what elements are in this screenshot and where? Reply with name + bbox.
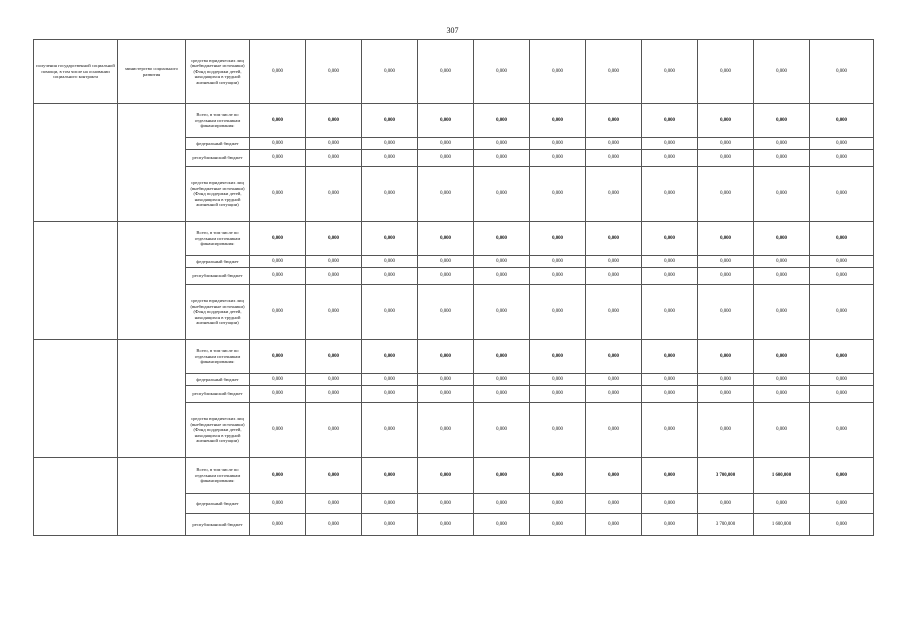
amount-cell: 0,000 <box>642 256 698 268</box>
amount-cell: 0,000 <box>642 386 698 403</box>
amount-cell: 0,000 <box>474 222 530 256</box>
amount-cell: 0,000 <box>474 167 530 222</box>
amount-cell: 0,000 <box>810 285 874 340</box>
amount-cell: 0,000 <box>698 386 754 403</box>
amount-cell: 0,000 <box>754 256 810 268</box>
amount-cell: 1 600,000 <box>754 458 810 494</box>
amount-cell: 0,000 <box>362 150 418 167</box>
amount-cell: 0,000 <box>642 40 698 104</box>
amount-cell: 0,000 <box>250 268 306 285</box>
amount-cell: 0,000 <box>418 150 474 167</box>
amount-cell: 0,000 <box>362 268 418 285</box>
amount-cell: 0,000 <box>586 167 642 222</box>
amount-cell: 0,000 <box>698 374 754 386</box>
amount-cell: 0,000 <box>810 268 874 285</box>
amount-cell: 0,000 <box>306 150 362 167</box>
amount-cell: 0,000 <box>642 514 698 536</box>
amount-cell: 0,000 <box>418 340 474 374</box>
amount-cell: 0,000 <box>810 222 874 256</box>
funding-source-cell: республиканский бюджет <box>186 150 250 167</box>
funding-source-cell: средства юридических лиц (внебюджетные источники) (Фонд поддержки детей, находящихся в трудной жизненной ситуации) <box>186 403 250 458</box>
amount-cell: 0,000 <box>250 458 306 494</box>
funding-source-cell: федеральный бюджет <box>186 138 250 150</box>
measure-cell: получения государственной социальной помощи, в том числе на основании социального контракта <box>34 40 118 104</box>
table-row <box>34 104 874 138</box>
amount-cell: 0,000 <box>306 514 362 536</box>
amount-cell: 0,000 <box>306 40 362 104</box>
amount-cell: 0,000 <box>362 514 418 536</box>
amount-cell: 0,000 <box>810 167 874 222</box>
amount-cell: 0,000 <box>810 458 874 494</box>
amount-cell: 0,000 <box>362 403 418 458</box>
amount-cell: 0,000 <box>474 386 530 403</box>
amount-cell: 0,000 <box>250 494 306 514</box>
funding-source-cell: Всего, в том числе по отдельным источникам финансирования: <box>186 222 250 256</box>
amount-cell: 0,000 <box>642 222 698 256</box>
amount-cell: 0,000 <box>306 285 362 340</box>
amount-cell: 0,000 <box>474 403 530 458</box>
amount-cell: 0,000 <box>754 374 810 386</box>
funding-source-cell: республиканский бюджет <box>186 268 250 285</box>
amount-cell: 0,000 <box>250 285 306 340</box>
amount-cell: 0,000 <box>586 514 642 536</box>
amount-cell: 0,000 <box>418 167 474 222</box>
table-row <box>34 222 874 256</box>
amount-cell: 0,000 <box>530 514 586 536</box>
amount-cell: 3 700,000 <box>698 458 754 494</box>
amount-cell: 0,000 <box>754 150 810 167</box>
amount-cell: 0,000 <box>474 268 530 285</box>
amount-cell: 0,000 <box>754 268 810 285</box>
amount-cell: 0,000 <box>754 104 810 138</box>
amount-cell: 0,000 <box>754 40 810 104</box>
amount-cell: 0,000 <box>530 167 586 222</box>
amount-cell: 0,000 <box>306 403 362 458</box>
amount-cell: 0,000 <box>754 494 810 514</box>
table-row <box>34 458 874 494</box>
amount-cell: 0,000 <box>418 222 474 256</box>
funding-source-cell: Всего, в том числе по отдельным источникам финансирования: <box>186 340 250 374</box>
amount-cell: 0,000 <box>530 374 586 386</box>
amount-cell: 0,000 <box>474 514 530 536</box>
amount-cell: 0,000 <box>754 403 810 458</box>
measure-cell <box>34 222 118 340</box>
amount-cell: 0,000 <box>586 104 642 138</box>
amount-cell: 0,000 <box>250 167 306 222</box>
amount-cell: 0,000 <box>474 458 530 494</box>
amount-cell: 0,000 <box>586 458 642 494</box>
amount-cell: 0,000 <box>306 374 362 386</box>
amount-cell: 0,000 <box>754 340 810 374</box>
funding-source-cell: средства юридических лиц (внебюджетные источники) (Фонд поддержки детей, находящихся в трудной жизненной ситуации) <box>186 40 250 104</box>
amount-cell: 0,000 <box>642 285 698 340</box>
amount-cell: 0,000 <box>418 104 474 138</box>
amount-cell: 0,000 <box>810 403 874 458</box>
amount-cell: 0,000 <box>418 458 474 494</box>
amount-cell: 0,000 <box>586 268 642 285</box>
amount-cell: 0,000 <box>250 374 306 386</box>
table-body <box>34 40 874 536</box>
amount-cell: 0,000 <box>306 104 362 138</box>
amount-cell: 0,000 <box>810 386 874 403</box>
amount-cell: 0,000 <box>530 268 586 285</box>
amount-cell: 0,000 <box>586 150 642 167</box>
amount-cell: 0,000 <box>754 222 810 256</box>
amount-cell: 0,000 <box>250 386 306 403</box>
amount-cell: 0,000 <box>418 403 474 458</box>
amount-cell: 0,000 <box>362 256 418 268</box>
amount-cell: 0,000 <box>530 256 586 268</box>
amount-cell: 0,000 <box>810 340 874 374</box>
amount-cell: 0,000 <box>418 494 474 514</box>
amount-cell: 0,000 <box>810 514 874 536</box>
amount-cell: 0,000 <box>306 340 362 374</box>
amount-cell: 0,000 <box>362 458 418 494</box>
amount-cell: 0,000 <box>306 458 362 494</box>
amount-cell: 0,000 <box>642 104 698 138</box>
amount-cell: 0,000 <box>418 514 474 536</box>
measure-cell <box>34 104 118 222</box>
amount-cell: 0,000 <box>530 458 586 494</box>
amount-cell: 0,000 <box>586 222 642 256</box>
amount-cell: 0,000 <box>418 285 474 340</box>
executor-cell <box>118 458 186 536</box>
amount-cell: 0,000 <box>474 150 530 167</box>
amount-cell: 0,000 <box>418 256 474 268</box>
executor-cell <box>118 340 186 458</box>
amount-cell: 0,000 <box>810 150 874 167</box>
amount-cell: 0,000 <box>810 256 874 268</box>
page-number: 307 <box>446 26 459 35</box>
amount-cell: 0,000 <box>698 285 754 340</box>
amount-cell: 0,000 <box>586 340 642 374</box>
funding-source-cell: средства юридических лиц (внебюджетные источники) (Фонд поддержки детей, находящихся в трудной жизненной ситуации) <box>186 167 250 222</box>
amount-cell: 0,000 <box>586 40 642 104</box>
amount-cell: 0,000 <box>530 40 586 104</box>
amount-cell: 0,000 <box>250 403 306 458</box>
funding-source-cell: Всего, в том числе по отдельным источникам финансирования: <box>186 458 250 494</box>
amount-cell: 0,000 <box>362 340 418 374</box>
amount-cell: 0,000 <box>362 40 418 104</box>
amount-cell: 0,000 <box>810 138 874 150</box>
amount-cell: 0,000 <box>362 104 418 138</box>
amount-cell: 0,000 <box>530 150 586 167</box>
amount-cell: 0,000 <box>474 40 530 104</box>
amount-cell: 1 600,000 <box>754 514 810 536</box>
amount-cell: 0,000 <box>642 167 698 222</box>
amount-cell: 0,000 <box>362 167 418 222</box>
funding-source-cell: федеральный бюджет <box>186 374 250 386</box>
amount-cell: 0,000 <box>362 374 418 386</box>
amount-cell: 0,000 <box>698 403 754 458</box>
amount-cell: 0,000 <box>474 340 530 374</box>
amount-cell: 0,000 <box>586 494 642 514</box>
amount-cell: 0,000 <box>642 494 698 514</box>
amount-cell: 0,000 <box>698 167 754 222</box>
amount-cell: 0,000 <box>250 256 306 268</box>
amount-cell: 0,000 <box>642 150 698 167</box>
measure-cell <box>34 340 118 458</box>
amount-cell: 0,000 <box>586 138 642 150</box>
amount-cell: 0,000 <box>306 222 362 256</box>
amount-cell: 0,000 <box>362 222 418 256</box>
executor-cell <box>118 104 186 222</box>
amount-cell: 0,000 <box>306 494 362 514</box>
amount-cell: 0,000 <box>530 386 586 403</box>
amount-cell: 0,000 <box>698 150 754 167</box>
amount-cell: 0,000 <box>698 494 754 514</box>
amount-cell: 0,000 <box>306 256 362 268</box>
amount-cell: 0,000 <box>698 138 754 150</box>
amount-cell: 0,000 <box>362 138 418 150</box>
amount-cell: 0,000 <box>642 403 698 458</box>
amount-cell: 0,000 <box>306 138 362 150</box>
amount-cell: 0,000 <box>306 268 362 285</box>
amount-cell: 0,000 <box>586 403 642 458</box>
amount-cell: 0,000 <box>474 138 530 150</box>
amount-cell: 0,000 <box>642 458 698 494</box>
amount-cell: 0,000 <box>586 285 642 340</box>
amount-cell: 0,000 <box>418 386 474 403</box>
amount-cell: 0,000 <box>362 285 418 340</box>
amount-cell: 0,000 <box>642 268 698 285</box>
amount-cell: 0,000 <box>530 138 586 150</box>
table-row <box>34 40 874 104</box>
amount-cell: 0,000 <box>530 285 586 340</box>
amount-cell: 0,000 <box>530 494 586 514</box>
amount-cell: 0,000 <box>754 138 810 150</box>
amount-cell: 0,000 <box>418 268 474 285</box>
amount-cell: 0,000 <box>362 386 418 403</box>
amount-cell: 0,000 <box>418 138 474 150</box>
amount-cell: 0,000 <box>306 386 362 403</box>
amount-cell: 0,000 <box>530 403 586 458</box>
amount-cell: 0,000 <box>810 374 874 386</box>
amount-cell: 0,000 <box>810 104 874 138</box>
executor-cell <box>118 222 186 340</box>
amount-cell: 0,000 <box>250 40 306 104</box>
amount-cell: 0,000 <box>698 104 754 138</box>
amount-cell: 0,000 <box>642 138 698 150</box>
funding-source-cell: республиканский бюджет <box>186 514 250 536</box>
amount-cell: 0,000 <box>586 374 642 386</box>
amount-cell: 0,000 <box>250 138 306 150</box>
amount-cell: 0,000 <box>586 386 642 403</box>
amount-cell: 0,000 <box>698 40 754 104</box>
amount-cell: 0,000 <box>530 340 586 374</box>
amount-cell: 0,000 <box>754 167 810 222</box>
amount-cell: 0,000 <box>418 374 474 386</box>
amount-cell: 0,000 <box>698 268 754 285</box>
amount-cell: 0,000 <box>810 40 874 104</box>
amount-cell: 0,000 <box>698 222 754 256</box>
amount-cell: 0,000 <box>754 386 810 403</box>
amount-cell: 0,000 <box>362 494 418 514</box>
amount-cell: 0,000 <box>698 256 754 268</box>
amount-cell: 0,000 <box>250 104 306 138</box>
measure-cell <box>34 458 118 536</box>
amount-cell: 0,000 <box>250 150 306 167</box>
financing-table <box>33 39 874 536</box>
amount-cell: 0,000 <box>474 256 530 268</box>
amount-cell: 0,000 <box>474 374 530 386</box>
amount-cell: 0,000 <box>754 285 810 340</box>
amount-cell: 0,000 <box>474 104 530 138</box>
amount-cell: 0,000 <box>698 340 754 374</box>
amount-cell: 0,000 <box>642 374 698 386</box>
amount-cell: 0,000 <box>642 340 698 374</box>
funding-source-cell: республиканский бюджет <box>186 386 250 403</box>
amount-cell: 0,000 <box>250 222 306 256</box>
amount-cell: 0,000 <box>474 285 530 340</box>
funding-source-cell: федеральный бюджет <box>186 494 250 514</box>
amount-cell: 0,000 <box>250 514 306 536</box>
amount-cell: 0,000 <box>810 494 874 514</box>
executor-cell: министерство социального развития <box>118 40 186 104</box>
amount-cell: 0,000 <box>586 256 642 268</box>
amount-cell: 0,000 <box>474 494 530 514</box>
amount-cell: 0,000 <box>250 340 306 374</box>
amount-cell: 0,000 <box>306 167 362 222</box>
amount-cell: 0,000 <box>530 104 586 138</box>
table-row <box>34 340 874 374</box>
funding-source-cell: Всего, в том числе по отдельным источникам финансирования: <box>186 104 250 138</box>
amount-cell: 0,000 <box>418 40 474 104</box>
funding-source-cell: федеральный бюджет <box>186 256 250 268</box>
amount-cell: 3 700,000 <box>698 514 754 536</box>
funding-source-cell: средства юридических лиц (внебюджетные источники) (Фонд поддержки детей, находящихся в трудной жизненной ситуации) <box>186 285 250 340</box>
amount-cell: 0,000 <box>530 222 586 256</box>
